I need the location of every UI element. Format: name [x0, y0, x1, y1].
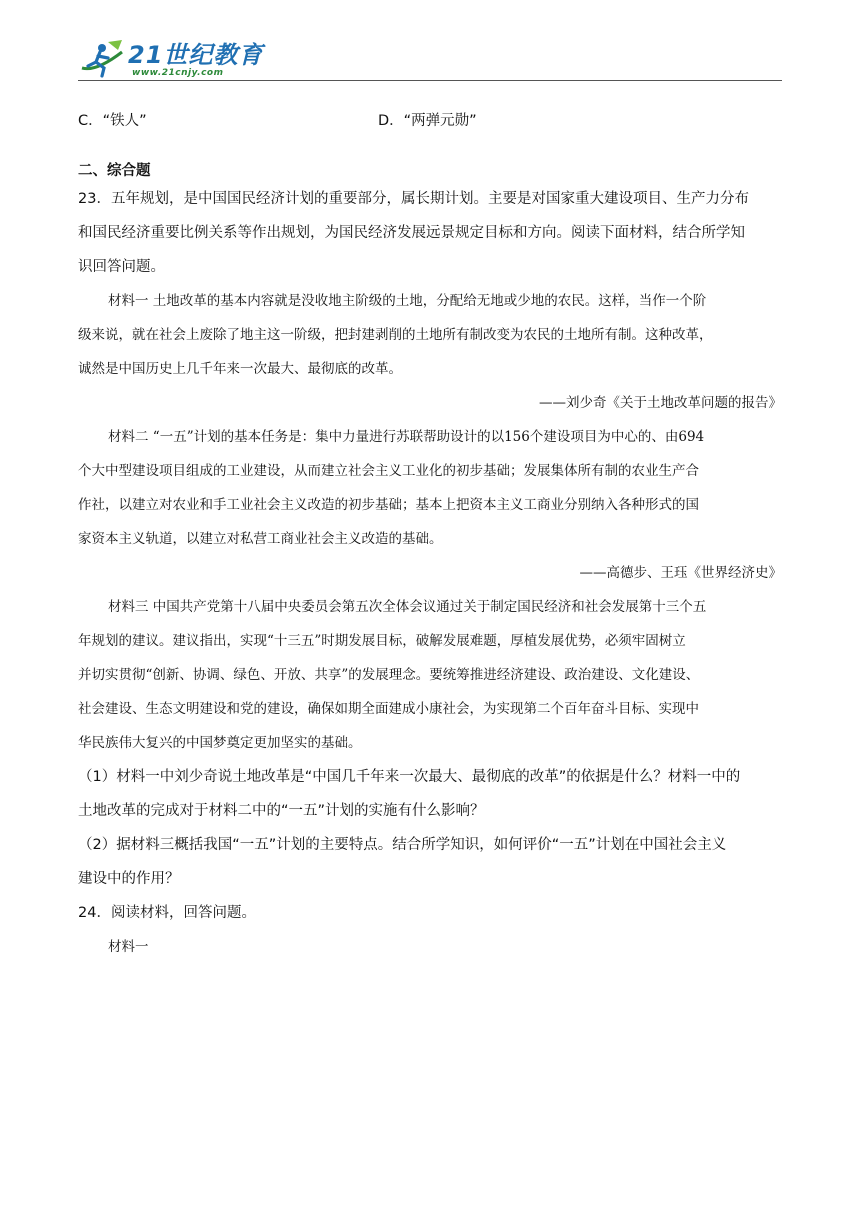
q23-stem-line: 和国民经济重要比例关系等作出规划，为国民经济发展远景规定目标和方向。阅读下面材料，结合所学知: [78, 225, 745, 241]
q24-material-1-label: 材料一: [108, 939, 149, 955]
material-3-line: 年规划的建议。建议指出，实现“十三五”时期发展目标，破解发展难题，厚植发展优势，必须牢固树立: [78, 633, 686, 649]
section-title: 二、综合题: [78, 163, 151, 179]
material-2-line: 家资本主义轨道，以建立对私营工商业社会主义改造的基础。: [78, 531, 443, 547]
page-header: [78, 38, 782, 82]
q24-stem: 24．阅读材料，回答问题。: [78, 905, 256, 921]
material-2-source: ——高德步、王珏《世界经济史》: [579, 565, 782, 581]
runner-logo-icon: [78, 38, 130, 80]
material-1-source: ——刘少奇《关于土地改革问题的报告》: [539, 395, 782, 411]
logo-main-text: 21世纪教育: [128, 41, 264, 69]
logo-url-text: www.21cnjy.com: [132, 68, 224, 78]
material-2-line: 作社，以建立对农业和手工业社会主义改造的初步基础；基本上把资本主义工商业分别纳入各种形式的国: [78, 497, 699, 513]
option-d: D．“两弹元勋”: [378, 113, 477, 129]
material-1-line: 诚然是中国历史上几千年来一次最大、最彻底的改革。: [78, 361, 402, 377]
sub-question-1-line: （1）材料一中刘少奇说土地改革是“中国几千年来一次最大、最彻底的改革”的依据是什么？材料一中的: [78, 769, 741, 785]
logo-text: [128, 42, 268, 78]
header-divider: [78, 80, 782, 81]
logo: [78, 38, 264, 80]
material-1-line: 材料一 土地改革的基本内容就是没收地主阶级的土地，分配给无地或少地的农民。这样，当作一个阶: [108, 293, 707, 309]
q23-stem-line: 识回答问题。: [78, 259, 165, 275]
material-3-line: 社会建设、生态文明建设和党的建设，确保如期全面建成小康社会，为实现第二个百年奋斗目标、实现中: [78, 701, 699, 717]
q23-stem-line: 23．五年规划，是中国国民经济计划的重要部分，属长期计划。主要是对国家重大建设项目、生产力分布: [78, 191, 749, 207]
material-2-line: 材料二 “一五”计划的基本任务是：集中力量进行苏联帮助设计的以156个建设项目为中心的、由694: [108, 429, 705, 445]
option-c: C．“铁人”: [78, 113, 147, 129]
material-3-line: 材料三 中国共产党第十八届中央委员会第五次全体会议通过关于制定国民经济和社会发展第十三个五: [108, 599, 707, 615]
material-3-line: 华民族伟大复兴的中国梦奠定更加坚实的基础。: [78, 735, 362, 751]
sub-question-2-line: （2）据材料三概括我国“一五”计划的主要特点。结合所学知识，如何评价“一五”计划在中国社会主义: [78, 837, 727, 853]
material-2-line: 个大中型建设项目组成的工业建设，从而建立社会主义工业化的初步基础；发展集体所有制的农业生产合: [78, 463, 699, 479]
material-3-line: 并切实贯彻“创新、协调、绿色、开放、共享”的发展理念。要统筹推进经济建设、政治建设、文化建设、: [78, 667, 700, 683]
material-1-line: 级来说，就在社会上废除了地主这一阶级，把封建剥削的土地所有制改变为农民的土地所有制。这种改革，: [78, 327, 713, 343]
sub-question-1-line: 土地改革的完成对于材料二中的“一五”计划的实施有什么影响？: [78, 803, 485, 819]
sub-question-2-line: 建设中的作用？: [78, 871, 180, 887]
